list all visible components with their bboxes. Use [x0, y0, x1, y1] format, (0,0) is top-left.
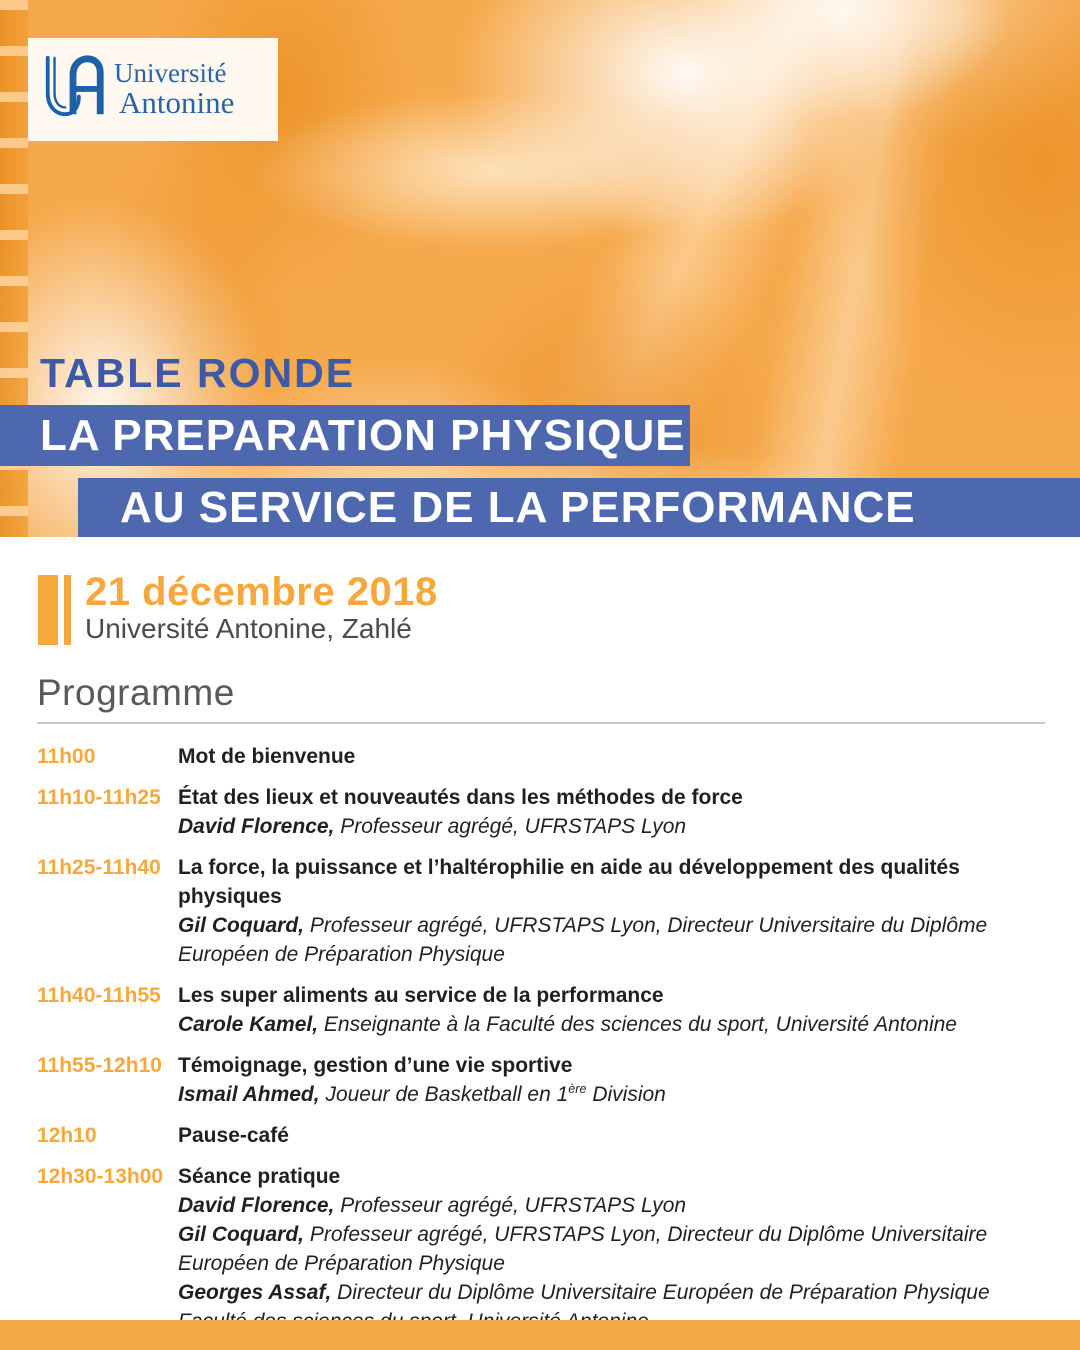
speaker-role-text: ère	[568, 1082, 587, 1096]
program-entry	[37, 981, 1045, 1039]
speaker-name: Carole Kamel,	[178, 1013, 319, 1036]
entry-time: 11h55-12h10	[37, 1054, 162, 1077]
entry-speaker	[178, 911, 1045, 969]
speaker-role-text: Professeur agrégé, UFRSTAPS Lyon, Directeur Universitaire du Diplôme Européen de Préparation Physique	[178, 914, 988, 966]
title-band-2: AU SERVICE DE LA PERFORMANCE	[78, 478, 1080, 537]
speaker-role-text: Professeur agrégé, UFRSTAPS Lyon, Directeur du Diplôme Universitaire Européen de Préparation Physique	[178, 1223, 988, 1275]
event-kicker: TABLE RONDE	[40, 350, 356, 396]
event-location: Université Antonine, Zahlé	[85, 613, 412, 644]
logo-line-antonine: Antonine	[119, 85, 235, 121]
speaker-role-text: Professeur agrégé, UFRSTAPS Lyon	[334, 1194, 687, 1217]
program-entry	[37, 1162, 1045, 1336]
entry-time: 12h10	[37, 1124, 97, 1147]
entry-speaker	[178, 1010, 1045, 1039]
entry-title: Mot de bienvenue	[178, 745, 356, 768]
speaker-name: Georges Assaf,	[178, 1281, 332, 1304]
entry-speaker	[178, 1220, 1045, 1278]
entry-content	[178, 1162, 1045, 1336]
date-marker-thin-bar	[64, 575, 71, 645]
program-entry	[37, 853, 1045, 969]
speaker-role-text: Enseignante à la Faculté des sciences du sport, Université Antonine	[318, 1013, 957, 1036]
entry-content	[178, 853, 1045, 969]
entry-speaker	[178, 1080, 1045, 1109]
entry-speaker	[178, 1191, 1045, 1220]
program-entry	[37, 1051, 1045, 1109]
logo-line-universite: Université	[114, 57, 227, 88]
speaker-name: David Florence,	[178, 1194, 335, 1217]
university-logo	[28, 38, 278, 141]
entry-title: Séance pratique	[178, 1165, 341, 1188]
speaker-name: Gil Coquard,	[178, 1223, 304, 1246]
speaker-role-text: Division	[586, 1083, 666, 1106]
program-list	[37, 742, 1045, 1348]
speaker-role-text: Joueur de Basketball en 1	[319, 1083, 569, 1106]
entry-time: 11h40-11h55	[37, 984, 161, 1007]
entry-title: La force, la puissance et l’haltérophilie en aide au développement des qualités physiques	[178, 856, 960, 908]
ua-monogram-icon	[38, 54, 108, 125]
program-entry	[37, 783, 1045, 841]
entry-content	[178, 1051, 1045, 1109]
speaker-name: Gil Coquard,	[178, 914, 304, 937]
program-entry	[37, 742, 1045, 771]
entry-time: 11h10-11h25	[37, 786, 161, 809]
entry-time: 12h30-13h00	[37, 1165, 164, 1188]
entry-content	[178, 742, 1045, 771]
speaker-role-text: Directeur du Diplôme Universitaire Européen de Préparation Physique	[331, 1281, 990, 1304]
entry-title: Les super aliments au service de la performance	[178, 984, 664, 1007]
event-date: 21 décembre 2018	[85, 570, 438, 614]
speaker-role-text: Professeur agrégé, UFRSTAPS Lyon	[334, 815, 687, 838]
programme-heading: Programme	[37, 672, 235, 713]
entry-content	[178, 783, 1045, 841]
entry-content	[178, 981, 1045, 1039]
entry-title: Pause-café	[178, 1124, 289, 1147]
entry-content	[178, 1121, 1045, 1150]
entry-time: 11h00	[37, 745, 96, 768]
entry-title: État des lieux et nouveautés dans les méthodes de force	[178, 786, 743, 809]
date-marker-thick-bar	[38, 575, 58, 645]
heading-divider	[37, 722, 1045, 724]
footer-orange-bar	[0, 1320, 1080, 1350]
entry-time: 11h25-11h40	[37, 856, 161, 879]
title-band-1: LA PREPARATION PHYSIQUE	[0, 405, 690, 466]
speaker-name: Ismail Ahmed,	[178, 1083, 320, 1106]
entry-speaker	[178, 812, 1045, 841]
university-logo-text	[114, 57, 235, 121]
program-entry	[37, 1121, 1045, 1150]
speaker-name: David Florence,	[178, 815, 335, 838]
entry-title: Témoignage, gestion d’une vie sportive	[178, 1054, 573, 1077]
